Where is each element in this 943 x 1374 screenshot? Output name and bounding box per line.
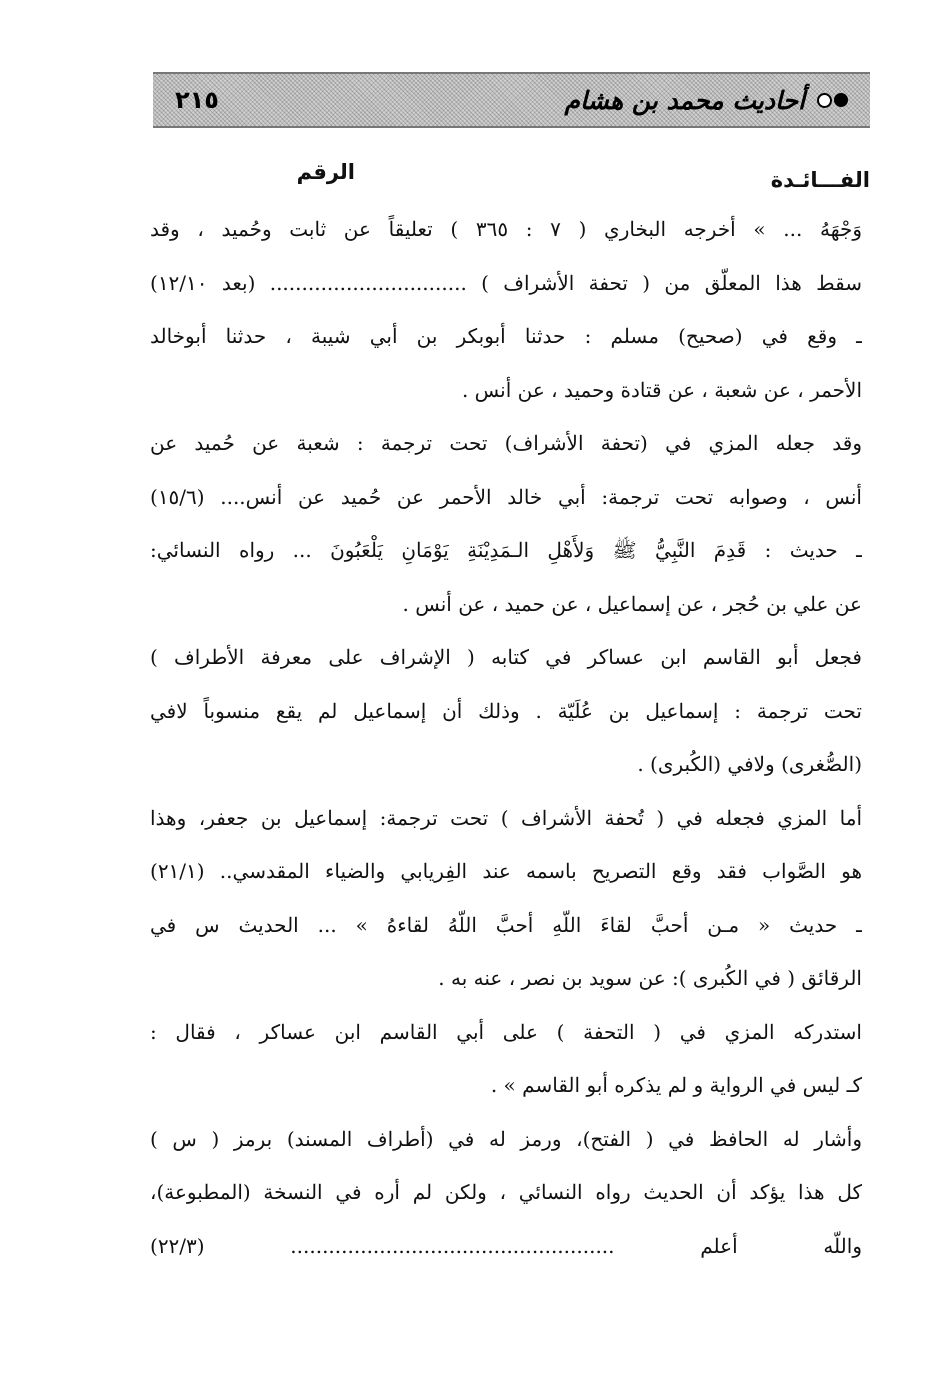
column-headings bbox=[153, 160, 870, 200]
text-line: وَجْهَهُ ... » أخرجه البخاري ( ٧ : ٣٦٥ ) تعليقاً عن ثابت وحُميد ، وقد bbox=[150, 217, 862, 241]
running-header bbox=[153, 72, 870, 128]
double-circle-ornament-icon bbox=[817, 93, 848, 108]
text-line: ـ حديث « مـن أحبَّ لقاءَ اللّهِ أحبَّ اللّهُ لقاءهُ » ... الحديث س في bbox=[150, 912, 862, 937]
text-line: تحت ترجمة : إسماعيل بن عُلَيّة . وذلك أن إسماعيل لم يقع منسوباً لافي bbox=[150, 698, 862, 723]
text-line: عن علي بن حُجر ، عن إسماعيل ، عن حميد ، عن أنس . bbox=[402, 591, 862, 616]
body-text bbox=[150, 203, 862, 1273]
text-line: أنس ، وصوابه تحت ترجمة: أبي خالد الأحمر عن حُميد عن أنس.... (١٥/٦) bbox=[150, 484, 862, 509]
header-title-group bbox=[565, 86, 848, 115]
ring-circle-icon bbox=[817, 93, 832, 108]
text-line: واللّه أعلم ................................................... (٢٢/٣) bbox=[150, 1233, 862, 1258]
text-line: هو الصَّواب فقد وقع التصريح باسمه عند الفِريابي والضياء المقدسي.. (٢١/١) bbox=[150, 859, 862, 883]
heading-fawaid: الفـــائـدة bbox=[770, 168, 870, 192]
text-line: سقط هذا المعلّق من ( تحفة الأشراف ) ............................... (بعد ١٢/١٠) bbox=[150, 270, 862, 295]
text-line: استدركه المزي في ( التحفة ) على أبي القاسم ابن عساكر ، فقال : bbox=[150, 1019, 862, 1044]
filled-circle-icon bbox=[834, 93, 848, 107]
page-number: ٢١٥ bbox=[175, 86, 219, 114]
text-line: ـ حديث : قَدِمَ النَّبِيُّ ﷺ وَلأَهْلِ الـمَدِيْنَةِ يَوْمَانِ يَلْعَبُونَ ... رواه النسائي: bbox=[150, 538, 862, 562]
text-line: وقد جعله المزي في (تحفة الأشراف) تحت ترجمة : شعبة عن حُميد عن bbox=[150, 431, 862, 455]
text-line: أما المزي فجعله في ( تُحفة الأشراف ) تحت ترجمة: إسماعيل بن جعفر، وهذا bbox=[150, 805, 862, 830]
text-line: (الصُّغرى) ولافي (الكُبرى) . bbox=[637, 752, 862, 776]
text-line: الأحمر ، عن شعبة ، عن قتادة وحميد ، عن أنس . bbox=[461, 377, 862, 402]
text-line: فجعل أبو القاسم ابن عساكر في كتابه ( الإشراف على معرفة الأطراف ) bbox=[150, 645, 862, 669]
text-line: الرقائق ( في الكُبرى ): عن سويد بن نصر ، عنه به . bbox=[438, 966, 862, 990]
text-line: كـ ليس في الرواية و لم يذكره أبو القاسم » . bbox=[490, 1073, 862, 1097]
heading-raqm: الرقم bbox=[296, 160, 355, 184]
book-title: أحاديث محمد بن هشام bbox=[564, 85, 805, 115]
text-line: وأشار له الحافظ في ( الفتح)، ورمز له في (أطراف المسند) برمز ( س ) bbox=[150, 1126, 862, 1151]
text-line: كل هذا يؤكد أن الحديث رواه النسائي ، ولكن لم أره في النسخة (المطبوعة)، bbox=[150, 1180, 862, 1204]
text-line: ـ وقع في (صحيح) مسلم : حدثنا أبوبكر بن أبي شيبة ، حدثنا أبوخالد bbox=[150, 324, 862, 348]
